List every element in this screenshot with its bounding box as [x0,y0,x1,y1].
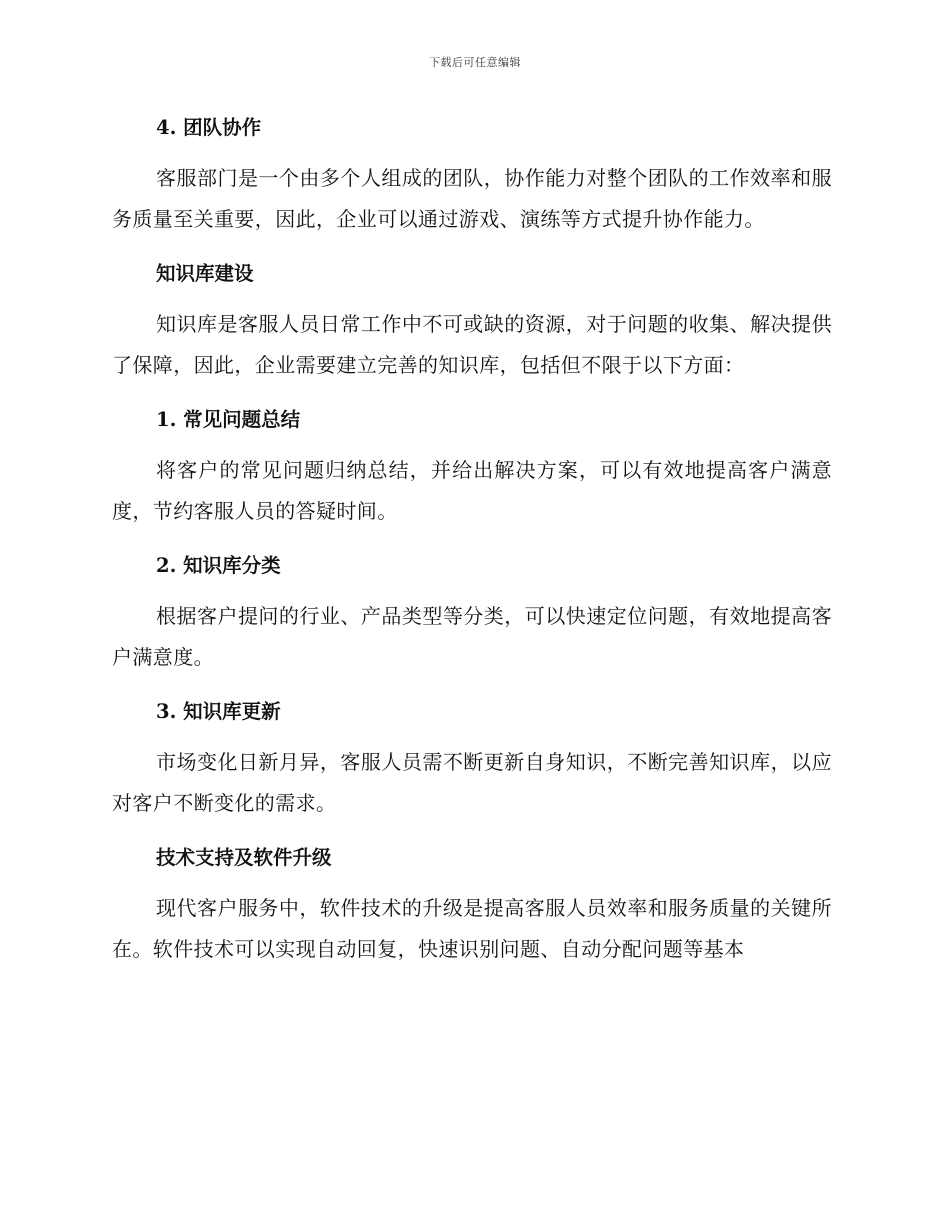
section-heading-tech-support: 技术支持及软件升级 [156,846,332,869]
section-heading-kb-update: 3. 知识库更新 [156,700,281,723]
paragraph-team-collaboration: 客服部门是一个由多个人组成的团队，协作能力对整个团队的工作效率和服务质量至关重要，因此，企业可以通过游戏、演练等方式提升协作能力。 [112,166,832,231]
section-heading-team-collaboration: 4. 团队协作 [156,116,262,139]
paragraph-tech-support: 现代客户服务中，软件技术的升级是提高客服人员效率和服务质量的关键所在。软件技术可以实现自动回复，快速识别问题、自动分配问题等基本 [112,896,832,961]
section-heading-knowledge-base: 知识库建设 [156,262,254,285]
page-header: 下载后可任意编辑 [429,56,521,69]
section-heading-kb-classification: 2. 知识库分类 [156,554,281,577]
document-body [112,108,832,984]
paragraph-knowledge-base: 知识库是客服人员日常工作中不可或缺的资源，对于问题的收集、解决提供了保障，因此，企业需要建立完善的知识库，包括但不限于以下方面： [112,312,832,377]
paragraph-faq-summary: 将客户的常见问题归纳总结，并给出解决方案，可以有效地提高客户满意度，节约客服人员的答疑时间。 [112,458,832,523]
paragraph-kb-classification: 根据客户提问的行业、产品类型等分类，可以快速定位问题，有效地提高客户满意度。 [112,604,832,669]
paragraph-kb-update: 市场变化日新月异，客服人员需不断更新自身知识，不断完善知识库，以应对客户不断变化的需求。 [112,750,832,815]
section-heading-faq-summary: 1. 常见问题总结 [156,408,301,431]
